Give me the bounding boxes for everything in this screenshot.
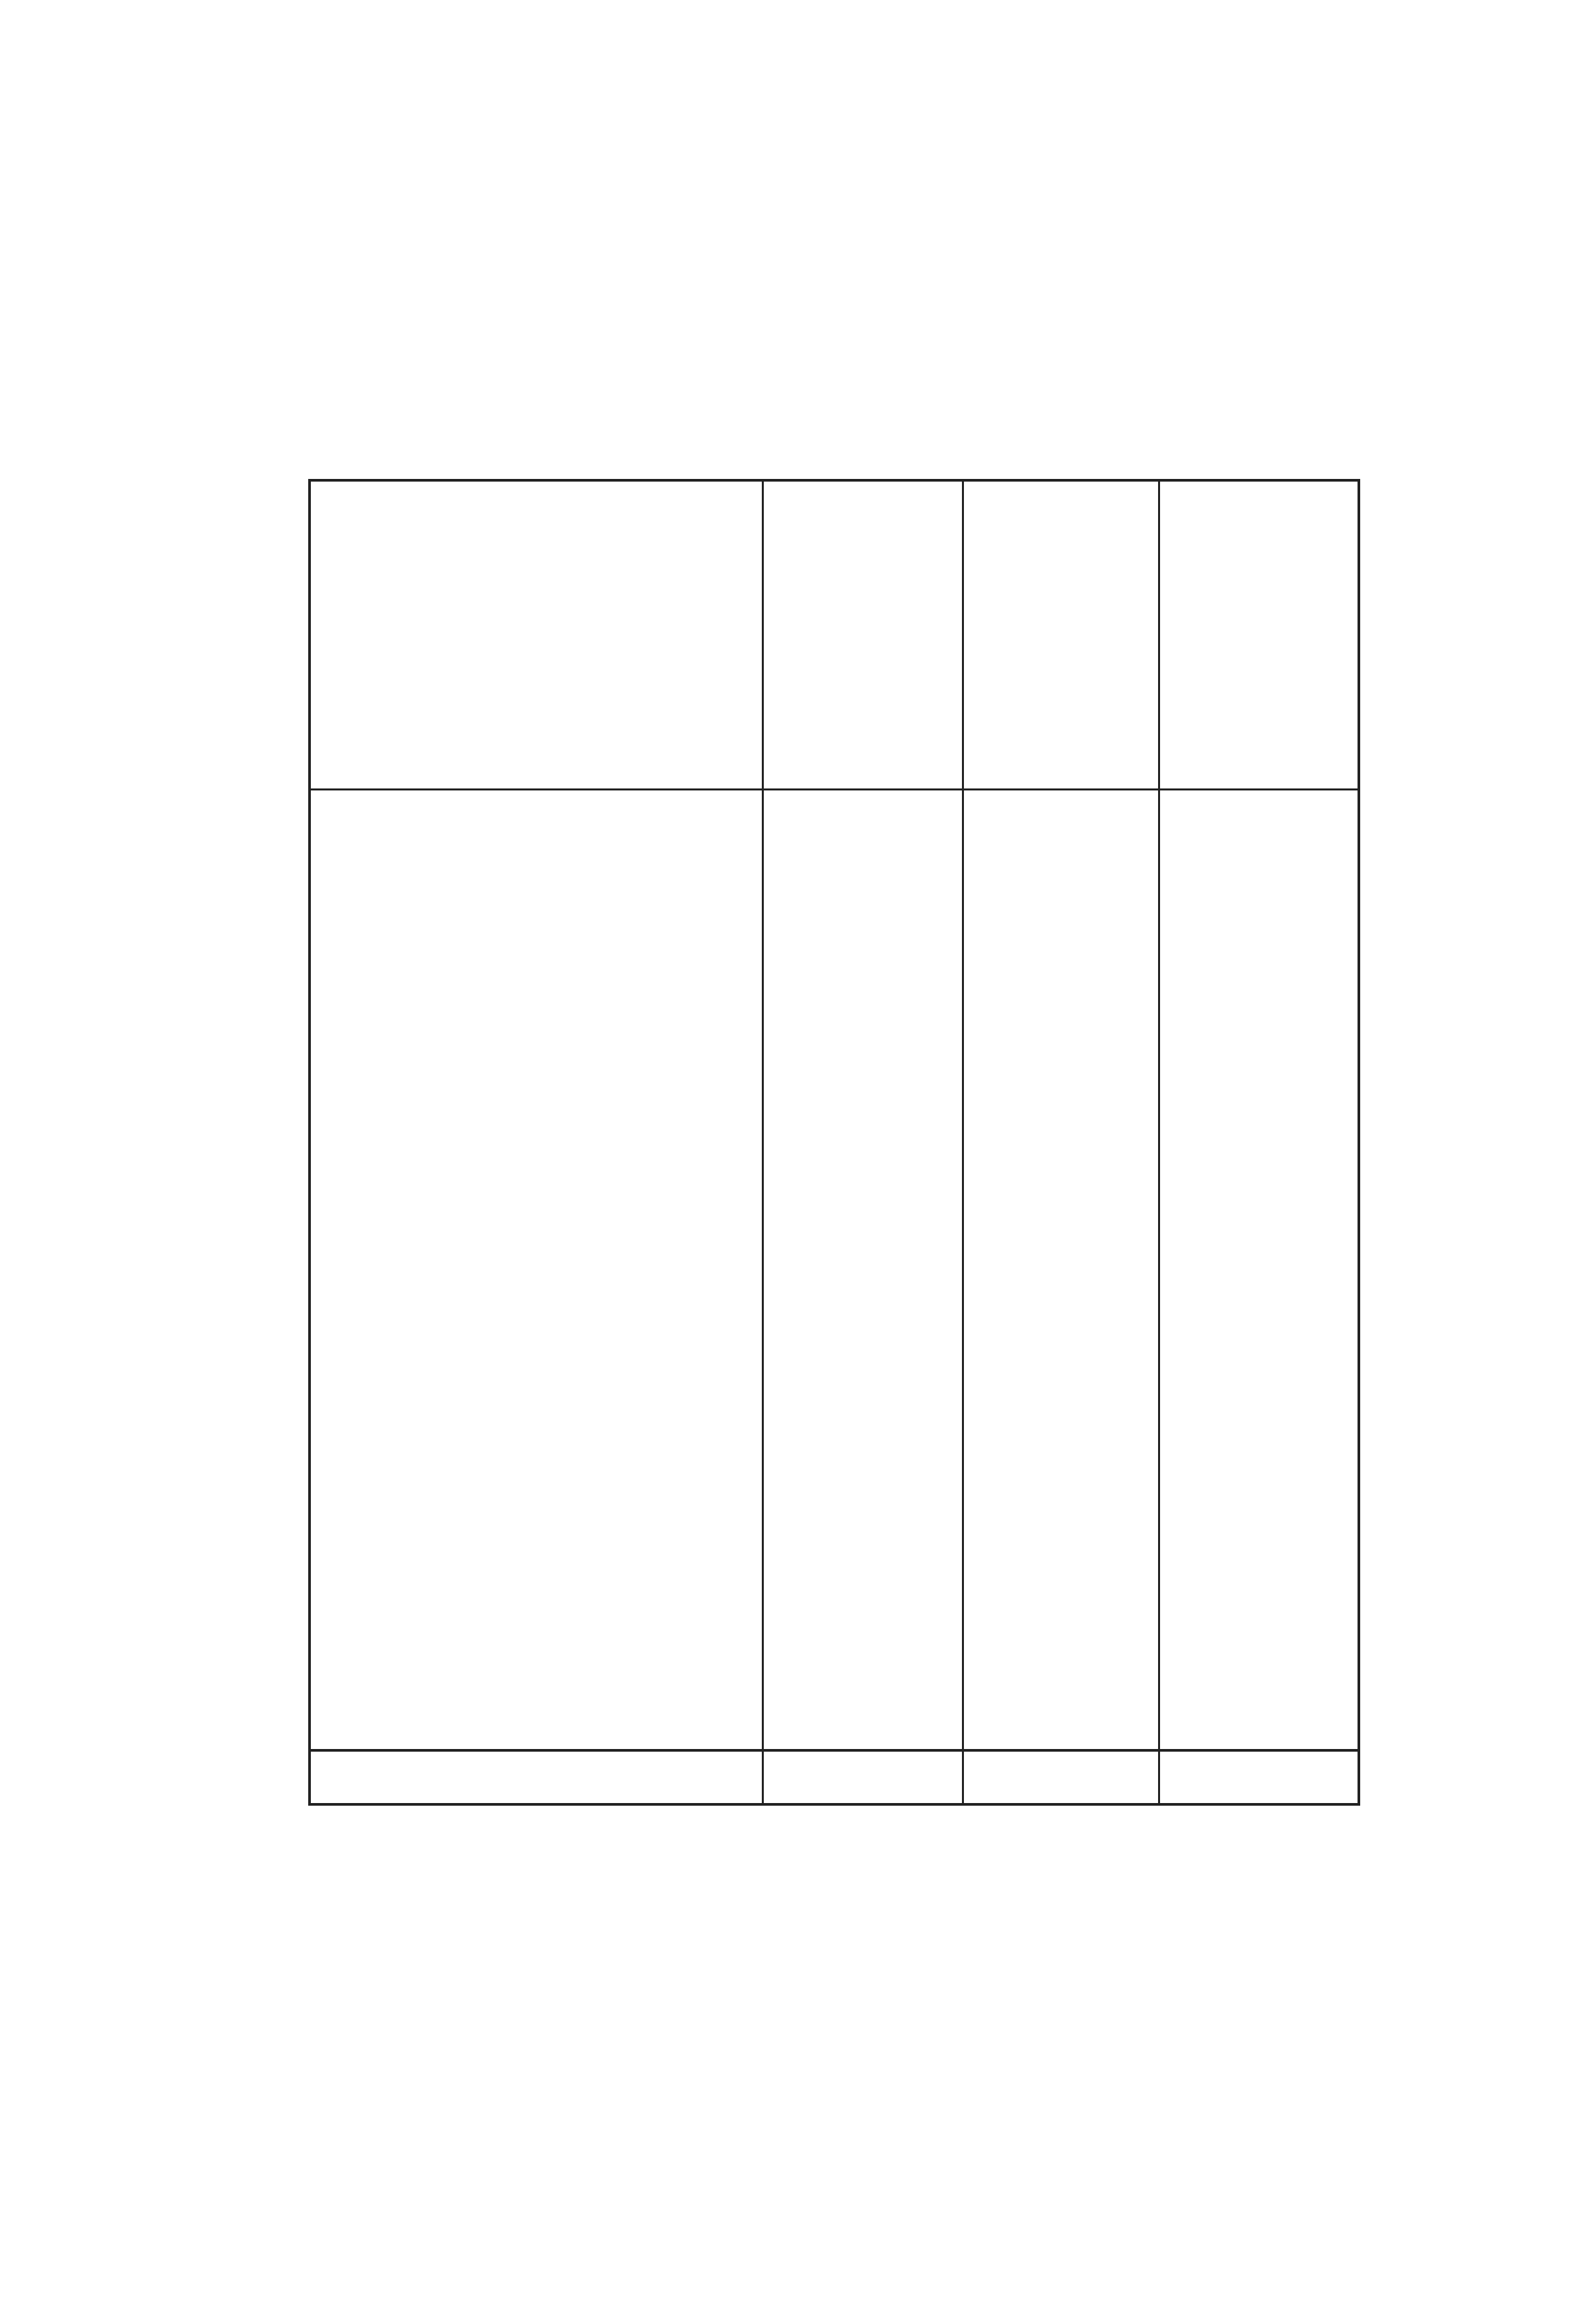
total-divider xyxy=(311,1749,1358,1752)
header-goods-undelivered xyxy=(1160,482,1360,790)
header-product-type xyxy=(311,482,762,790)
header-owed-deliveries xyxy=(764,482,962,790)
exports-table xyxy=(308,479,1360,1806)
header-goods-delivered xyxy=(964,482,1158,790)
total-row xyxy=(311,1753,1358,1806)
